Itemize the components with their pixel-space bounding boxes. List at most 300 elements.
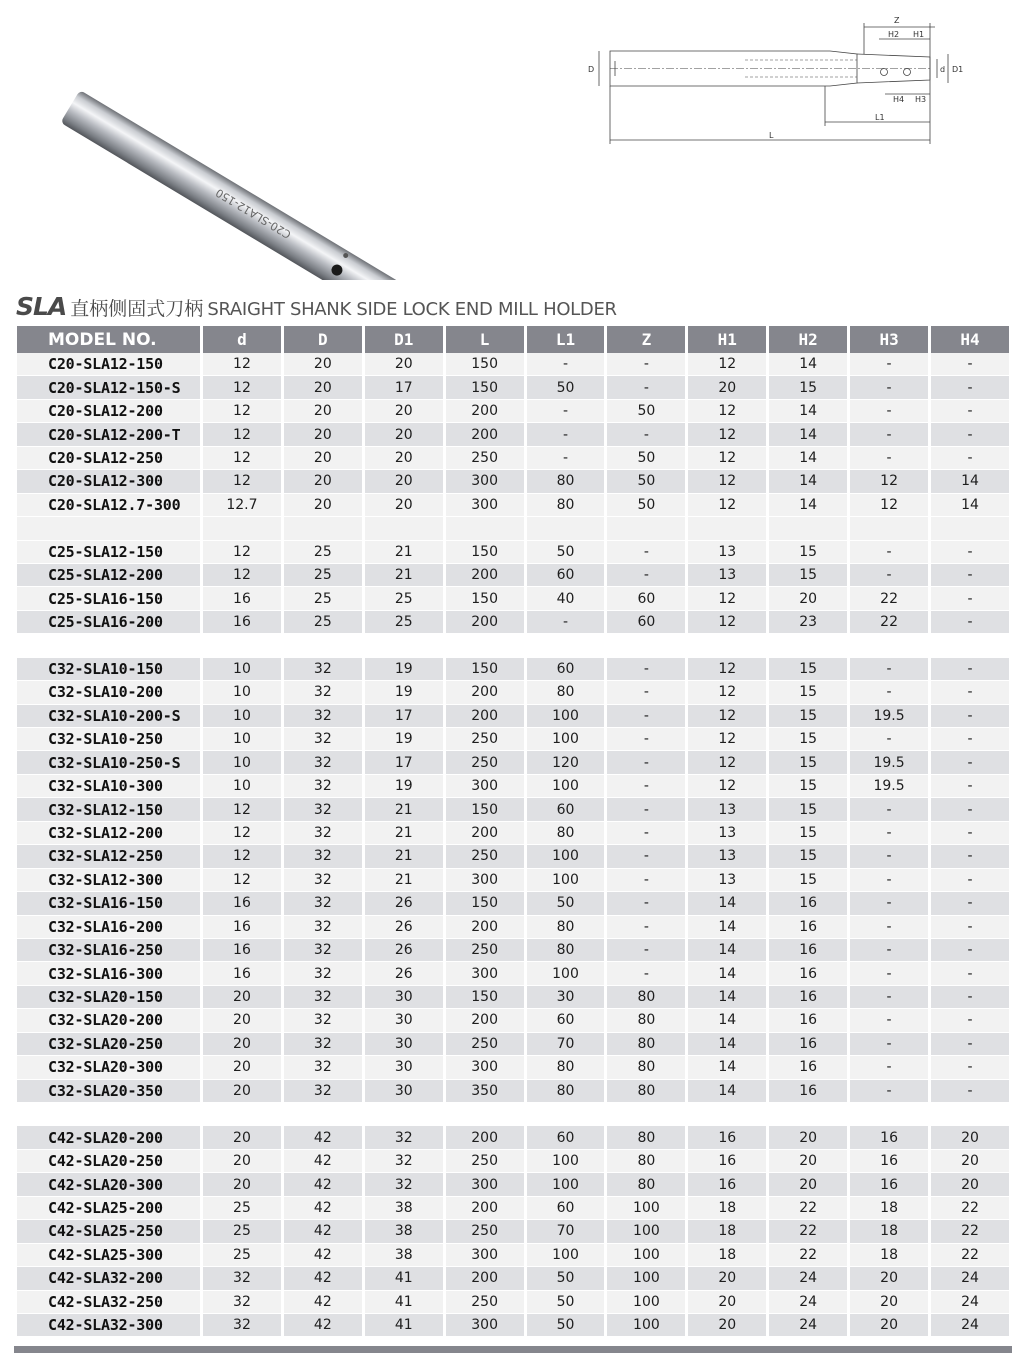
product-photo [50, 60, 430, 280]
cell-value: 16 [203, 892, 281, 915]
cell-value: 150 [446, 798, 524, 821]
cell-value: 12 [203, 822, 281, 845]
cell-value: 300 [446, 1244, 524, 1267]
cell-value: 12 [688, 353, 766, 376]
cell-value: 42 [284, 1244, 362, 1267]
cell-model-no: C32-SLA10-200 [17, 681, 200, 704]
spacer-cell [607, 517, 685, 540]
table-row [17, 376, 1009, 399]
cell-value: 32 [284, 728, 362, 751]
cell-value: 16 [769, 1033, 847, 1056]
cell-value: - [607, 869, 685, 892]
cell-value: 200 [446, 822, 524, 845]
cell-model-no: C32-SLA20-350 [17, 1080, 200, 1103]
table-row [17, 1220, 1009, 1243]
cell-value: 16 [688, 1150, 766, 1173]
cell-value: 14 [688, 916, 766, 939]
table-row [17, 447, 1009, 470]
cell-value: 15 [769, 541, 847, 564]
cell-value: 14 [688, 986, 766, 1009]
cell-value: 80 [527, 916, 605, 939]
cell-value: 12 [688, 705, 766, 728]
cell-value: 42 [284, 1291, 362, 1314]
cell-value: - [607, 728, 685, 751]
table-row [17, 1267, 1009, 1290]
cell-value: 20 [284, 400, 362, 423]
cell-value: 32 [365, 1173, 443, 1196]
cell-value: 42 [284, 1150, 362, 1173]
header-z: Z [607, 326, 685, 353]
cell-value: - [850, 892, 928, 915]
cell-value: 17 [365, 705, 443, 728]
cell-value: 20 [203, 1080, 281, 1103]
cell-value: 16 [769, 986, 847, 1009]
cell-value: 26 [365, 962, 443, 985]
cell-value: - [931, 1080, 1009, 1103]
cell-model-no: C42-SLA32-300 [17, 1314, 200, 1337]
cell-value: - [607, 353, 685, 376]
cell-value: 16 [769, 1009, 847, 1032]
cell-value: 26 [365, 939, 443, 962]
cell-value: 24 [769, 1314, 847, 1337]
table-row [17, 1150, 1009, 1173]
cell-value: 20 [284, 470, 362, 493]
cell-value: - [850, 1080, 928, 1103]
cell-value: 32 [284, 751, 362, 774]
table-row [17, 681, 1009, 704]
cell-value: 60 [527, 1197, 605, 1220]
footer-bar [14, 1346, 1012, 1353]
group-spacer-row [17, 517, 1009, 540]
cell-value: 100 [527, 1244, 605, 1267]
cell-value: 14 [688, 1056, 766, 1079]
spacer-cell [931, 1103, 1009, 1126]
cell-value: 24 [769, 1267, 847, 1290]
cell-value: - [607, 892, 685, 915]
cell-value: 42 [284, 1267, 362, 1290]
cell-model-no: C42-SLA25-250 [17, 1220, 200, 1243]
cell-value: 50 [527, 1267, 605, 1290]
cell-value: 21 [365, 822, 443, 845]
cell-value: - [931, 423, 1009, 446]
cell-value: 18 [850, 1244, 928, 1267]
header-D: D [284, 326, 362, 353]
cell-value: 12 [688, 423, 766, 446]
cell-value: - [607, 705, 685, 728]
table-row [17, 705, 1009, 728]
cell-value: 80 [607, 1080, 685, 1103]
cell-value: 10 [203, 751, 281, 774]
cell-value: 15 [769, 822, 847, 845]
cell-value: 80 [527, 822, 605, 845]
cell-value: 200 [446, 1197, 524, 1220]
cell-value: - [607, 916, 685, 939]
cell-value: - [931, 541, 1009, 564]
cell-value: 16 [769, 1080, 847, 1103]
cell-value: 32 [284, 962, 362, 985]
cell-value: - [850, 798, 928, 821]
cell-value: - [931, 728, 1009, 751]
cell-value: 21 [365, 869, 443, 892]
cell-value: 120 [527, 751, 605, 774]
cell-value: 250 [446, 845, 524, 868]
cell-value: 32 [203, 1291, 281, 1314]
cell-value: 14 [688, 939, 766, 962]
cell-value: 32 [284, 798, 362, 821]
cell-value: 32 [203, 1314, 281, 1337]
cell-value: - [607, 376, 685, 399]
cell-value: 14 [769, 400, 847, 423]
cell-value: 300 [446, 1314, 524, 1337]
cell-value: 21 [365, 798, 443, 821]
cell-value: 80 [527, 1080, 605, 1103]
heading-english: SRAIGHT SHANK SIDE LOCK END MILL HOLDER [207, 299, 617, 320]
cell-value: 19 [365, 728, 443, 751]
cell-value: 60 [607, 611, 685, 634]
cell-value: 22 [931, 1244, 1009, 1267]
cell-value: 80 [607, 1056, 685, 1079]
cell-value: 12 [203, 447, 281, 470]
table-row [17, 564, 1009, 587]
cell-value: 16 [203, 916, 281, 939]
cell-value: 250 [446, 1150, 524, 1173]
cell-value: - [607, 423, 685, 446]
cell-value: 20 [203, 986, 281, 1009]
cell-value: 20 [284, 494, 362, 517]
cell-value: 250 [446, 447, 524, 470]
spacer-cell [17, 634, 200, 657]
cell-value: 60 [527, 1126, 605, 1149]
cell-value: 12 [688, 494, 766, 517]
cell-model-no: C32-SLA20-200 [17, 1009, 200, 1032]
cell-value: 300 [446, 1173, 524, 1196]
spacer-cell [446, 517, 524, 540]
cell-value: 25 [284, 587, 362, 610]
cell-value: 12 [688, 681, 766, 704]
cell-value: 250 [446, 1033, 524, 1056]
cell-model-no: C32-SLA10-250-S [17, 751, 200, 774]
cell-value: 25 [284, 564, 362, 587]
cell-value: 70 [527, 1033, 605, 1056]
cell-value: - [931, 892, 1009, 915]
cell-value: 16 [769, 962, 847, 985]
cell-value: 50 [607, 447, 685, 470]
cell-model-no: C20-SLA12-150 [17, 353, 200, 376]
cell-value: 100 [527, 869, 605, 892]
cell-value: 200 [446, 916, 524, 939]
cell-value: 38 [365, 1197, 443, 1220]
label-h1: H1 [913, 30, 925, 39]
cell-value: 200 [446, 1126, 524, 1149]
cell-value: - [850, 541, 928, 564]
cell-model-no: C25-SLA16-200 [17, 611, 200, 634]
table-row [17, 1080, 1009, 1103]
cell-value: - [850, 564, 928, 587]
cell-value: 100 [527, 845, 605, 868]
spacer-cell [365, 1103, 443, 1126]
cell-value: 38 [365, 1244, 443, 1267]
cell-value: - [931, 822, 1009, 845]
table-row [17, 494, 1009, 517]
cell-value: 10 [203, 728, 281, 751]
cell-value: 19.5 [850, 775, 928, 798]
cell-value: 20 [203, 1126, 281, 1149]
cell-value: 32 [284, 939, 362, 962]
cell-value: 100 [527, 1173, 605, 1196]
cell-value: 30 [365, 1056, 443, 1079]
cell-value: 300 [446, 775, 524, 798]
cell-value: 250 [446, 1291, 524, 1314]
cell-value: 20 [203, 1056, 281, 1079]
header-d: d [203, 326, 281, 353]
label-d-big: D [588, 65, 595, 74]
cell-value: 20 [688, 1267, 766, 1290]
cell-model-no: C42-SLA20-200 [17, 1126, 200, 1149]
cell-value: - [931, 447, 1009, 470]
cell-value: - [607, 775, 685, 798]
cell-value: - [850, 962, 928, 985]
cell-value: 30 [365, 1033, 443, 1056]
spacer-cell [365, 634, 443, 657]
cell-value: 80 [607, 1009, 685, 1032]
cell-value: 12 [203, 376, 281, 399]
spacer-cell [527, 1103, 605, 1126]
cell-value: 50 [527, 376, 605, 399]
cell-value: 17 [365, 376, 443, 399]
header-model-no: MODEL NO. [17, 326, 200, 353]
cell-value: 19.5 [850, 705, 928, 728]
cell-value: 100 [527, 728, 605, 751]
spacer-cell [850, 634, 928, 657]
cell-value: - [931, 869, 1009, 892]
spacer-cell [527, 634, 605, 657]
cell-value: 15 [769, 564, 847, 587]
cell-value: 41 [365, 1314, 443, 1337]
cell-value: 150 [446, 658, 524, 681]
cell-value: 32 [284, 658, 362, 681]
cell-value: 13 [688, 798, 766, 821]
cell-value: 26 [365, 892, 443, 915]
cell-value: 60 [607, 587, 685, 610]
cell-value: 20 [284, 447, 362, 470]
cell-value: 22 [850, 611, 928, 634]
cell-value: 50 [527, 892, 605, 915]
cell-value: - [607, 541, 685, 564]
cell-value: 14 [688, 1033, 766, 1056]
spacer-cell [284, 1103, 362, 1126]
cell-value: 12 [688, 751, 766, 774]
label-h3: H3 [915, 95, 927, 104]
cell-value: 80 [607, 1173, 685, 1196]
cell-value: 100 [607, 1197, 685, 1220]
cell-value: 25 [365, 587, 443, 610]
table-row [17, 751, 1009, 774]
cell-value: 14 [688, 892, 766, 915]
cell-value: 22 [769, 1244, 847, 1267]
cell-value: 150 [446, 541, 524, 564]
cell-value: 300 [446, 494, 524, 517]
cell-value: 15 [769, 845, 847, 868]
cell-value: 20 [931, 1173, 1009, 1196]
cell-value: 32 [203, 1267, 281, 1290]
cell-value: - [850, 728, 928, 751]
cell-value: 18 [850, 1197, 928, 1220]
cell-value: 32 [284, 845, 362, 868]
cell-value: - [850, 916, 928, 939]
cell-value: 16 [769, 939, 847, 962]
cell-value: 19.5 [850, 751, 928, 774]
table-body [17, 353, 1009, 1337]
table-row [17, 728, 1009, 751]
cell-value: 50 [527, 541, 605, 564]
cell-model-no: C20-SLA12-300 [17, 470, 200, 493]
header-h4: H4 [931, 326, 1009, 353]
cell-value: - [850, 1056, 928, 1079]
cell-value: - [850, 423, 928, 446]
cell-value: - [607, 658, 685, 681]
cell-value: 200 [446, 1009, 524, 1032]
cell-value: 38 [365, 1220, 443, 1243]
cell-value: 42 [284, 1197, 362, 1220]
cell-value: 150 [446, 376, 524, 399]
cell-model-no: C32-SLA20-250 [17, 1033, 200, 1056]
cell-value: 80 [527, 494, 605, 517]
cell-value: - [931, 681, 1009, 704]
cell-value: 30 [365, 1009, 443, 1032]
cell-model-no: C42-SLA32-250 [17, 1291, 200, 1314]
cell-value: 32 [284, 1080, 362, 1103]
spacer-cell [850, 1103, 928, 1126]
cell-value: 60 [527, 658, 605, 681]
table-row [17, 541, 1009, 564]
spacer-cell [446, 634, 524, 657]
cell-value: 16 [688, 1173, 766, 1196]
cell-value: 10 [203, 658, 281, 681]
cell-value: 14 [769, 470, 847, 493]
series-code: SLA [16, 292, 67, 321]
cell-value: 17 [365, 751, 443, 774]
cell-value: - [931, 353, 1009, 376]
cell-value: - [527, 447, 605, 470]
cell-value: 30 [365, 1080, 443, 1103]
cell-value: 14 [769, 353, 847, 376]
cell-value: 41 [365, 1291, 443, 1314]
cell-value: 150 [446, 986, 524, 1009]
cell-value: 42 [284, 1173, 362, 1196]
cell-model-no: C42-SLA20-300 [17, 1173, 200, 1196]
cell-value: 100 [607, 1244, 685, 1267]
cell-value: - [850, 869, 928, 892]
cell-value: - [850, 845, 928, 868]
cell-value: 20 [284, 353, 362, 376]
cell-value: 16 [769, 1056, 847, 1079]
spacer-cell [203, 517, 281, 540]
cell-value: 20 [365, 494, 443, 517]
cell-value: - [607, 822, 685, 845]
cell-value: 16 [203, 939, 281, 962]
spacer-cell [17, 517, 200, 540]
cell-value: 300 [446, 869, 524, 892]
cell-value: 150 [446, 353, 524, 376]
cell-model-no: C32-SLA10-300 [17, 775, 200, 798]
cell-value: 20 [688, 1291, 766, 1314]
cell-value: 12 [850, 494, 928, 517]
engraving-text: C20-SLA12-150 [213, 185, 294, 242]
label-z: Z [894, 16, 900, 25]
cell-value: 13 [688, 845, 766, 868]
cell-value: - [527, 400, 605, 423]
cell-value: 32 [284, 681, 362, 704]
cell-model-no: C32-SLA20-150 [17, 986, 200, 1009]
cell-value: - [527, 611, 605, 634]
cell-value: 100 [607, 1267, 685, 1290]
cell-value: 20 [203, 1033, 281, 1056]
cell-value: 20 [850, 1267, 928, 1290]
cell-value: 20 [365, 447, 443, 470]
spacer-cell [688, 517, 766, 540]
cell-value: - [527, 353, 605, 376]
cell-value: - [931, 1056, 1009, 1079]
table-row [17, 869, 1009, 892]
cell-value: 20 [850, 1314, 928, 1337]
cell-value: 80 [607, 986, 685, 1009]
cell-value: 20 [365, 470, 443, 493]
cell-value: 24 [931, 1267, 1009, 1290]
cell-value: 20 [688, 1314, 766, 1337]
cell-value: 22 [850, 587, 928, 610]
table-row [17, 822, 1009, 845]
cell-value: - [850, 400, 928, 423]
cell-value: 100 [607, 1220, 685, 1243]
cell-value: 300 [446, 962, 524, 985]
header-l: L [446, 326, 524, 353]
table-row [17, 658, 1009, 681]
cell-value: 200 [446, 564, 524, 587]
cell-value: 18 [688, 1197, 766, 1220]
table-row [17, 986, 1009, 1009]
spacer-cell [446, 1103, 524, 1126]
cell-value: 15 [769, 751, 847, 774]
cell-value: 15 [769, 376, 847, 399]
cell-model-no: C32-SLA16-150 [17, 892, 200, 915]
cell-value: 18 [688, 1220, 766, 1243]
cell-value: - [931, 611, 1009, 634]
cell-value: 20 [365, 353, 443, 376]
cell-value: 150 [446, 892, 524, 915]
cell-value: 20 [931, 1126, 1009, 1149]
cell-value: 200 [446, 681, 524, 704]
cell-value: 16 [850, 1150, 928, 1173]
cell-value: - [931, 1033, 1009, 1056]
cell-value: 25 [284, 611, 362, 634]
cell-value: - [931, 845, 1009, 868]
cell-model-no: C20-SLA12.7-300 [17, 494, 200, 517]
label-l: L [769, 131, 774, 140]
cell-value: 250 [446, 1220, 524, 1243]
cell-value: 250 [446, 728, 524, 751]
cell-value: 13 [688, 869, 766, 892]
cell-value: 18 [688, 1244, 766, 1267]
cell-value: - [931, 705, 1009, 728]
cell-value: 12 [688, 658, 766, 681]
cell-value: 250 [446, 939, 524, 962]
cell-value: 12 [688, 470, 766, 493]
technical-drawing [585, 10, 975, 160]
table-row [17, 1009, 1009, 1032]
cell-value: 12 [850, 470, 928, 493]
cell-value: - [850, 822, 928, 845]
cell-value: 25 [203, 1220, 281, 1243]
